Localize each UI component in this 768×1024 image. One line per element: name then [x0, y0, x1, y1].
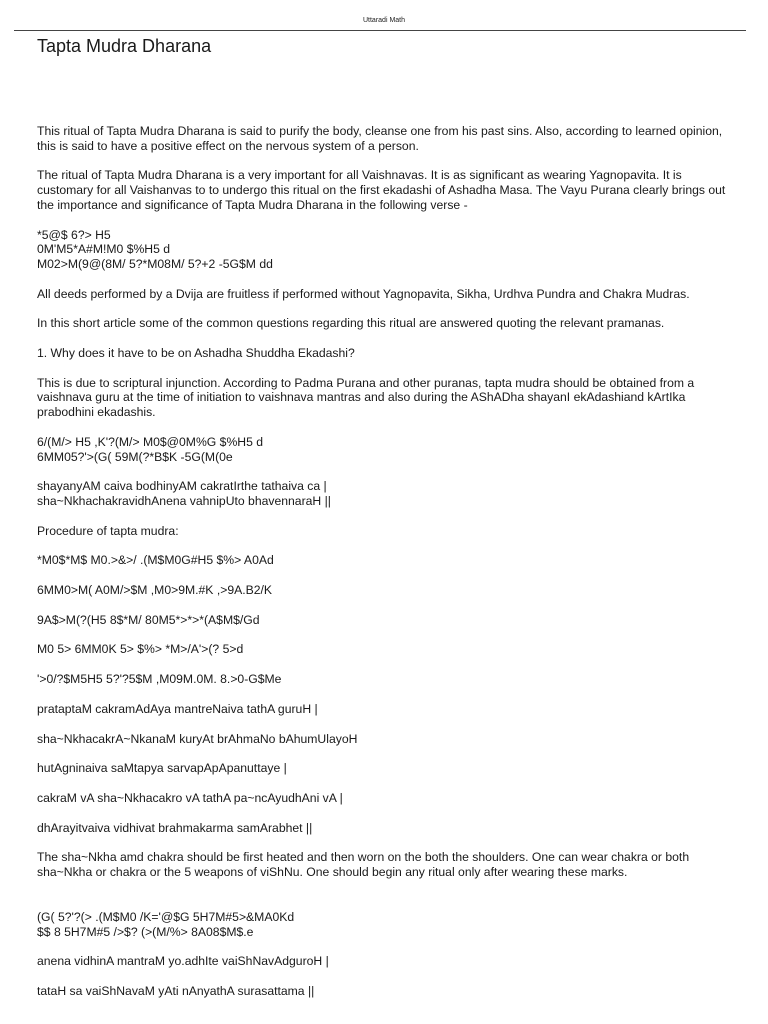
verse-line: 9A$>M(?(H5 8$*M/ 80M5*>*>*(A$M$/Gd [37, 612, 260, 627]
paragraph: In this short article some of the common questions regarding this ritual are answered quoting the relevant pramanas. [37, 316, 665, 331]
verse-block: *5@$ 6?> H5 0M'M5*A#M!M0 $%H5 d M02>M(9@(8M/ 5?*M08M/ 5?+2 -5G$M dd [37, 227, 273, 271]
paragraph: This ritual of Tapta Mudra Dharana is said to purify the body, cleanse one from his past sins. Also, according to learned opinion, this is said to have a positive effect on the nervous system of a person. [37, 124, 723, 153]
paragraph: This is due to scriptural injunction. According to Padma Purana and other puranas, tapta mudra should be obtained from a vaishnava guru at the time of initiation to vaishnava mantras and also during the AShADha shayanI ekAdashiand kArtIka prabodhini ekadashis. [37, 375, 695, 420]
verse-block: 6/(M/> H5 ,K'?(M/> M0$@0M%G $%H5 d 6MM05?'>(G( 59M(?*B$K -5G(M(0e [37, 434, 264, 464]
document-body [37, 124, 737, 1014]
verse-transliteration: anena vidhinA mantraM yo.adhIte vaiShNavAdguroH | [37, 954, 329, 969]
verse-transliteration: shayanyAM caiva bodhinyAM cakratIrthe tathaiva ca | sha~NkhachakravidhAnena vahnipUto bhavennaraH || [37, 479, 331, 508]
verse-line: *M0$*M$ M0.>&>/ .(M$M0G#H5 $%> A0Ad [37, 553, 274, 568]
verse-line: 6MM0>M( A0M/>$M ,M0>9M.#K ,>9A.B2/K [37, 583, 273, 598]
verse-transliteration: sha~NkhacakrA~NkanaM kuryAt brAhmaNo bAhumUlayoH [37, 731, 358, 746]
section-heading: Procedure of tapta mudra: [37, 523, 179, 538]
verse-transliteration: tataH sa vaiShNavaM yAti nAnyathA surasattama || [37, 983, 315, 998]
question-heading: 1. Why does it have to be on Ashadha Shuddha Ekadashi? [37, 346, 355, 361]
verse-block: (G( 5?'?(> .(M$M0 /K='@$G 5H7M#5>&MA0Kd $$ 8 5H7M#5 />$? (>(M/%> 8A08$M$.e [37, 909, 295, 939]
verse-transliteration: hutAgninaiva saMtapya sarvapApApanuttaye | [37, 761, 287, 776]
verse-transliteration: prataptaM cakramAdAya mantreNaiva tathA guruH | [37, 701, 318, 716]
verse-transliteration: dhArayitvaiva vidhivat brahmakarma samArabhet || [37, 820, 313, 835]
paragraph: The sha~Nkha amd chakra should be first heated and then worn on the both the shoulders. One can wear chakra or both sha~Nkha or chakra or the 5 weapons of viShNu. One should begin any ritual only after wearing these marks. [37, 850, 690, 880]
paragraph: The ritual of Tapta Mudra Dharana is a very important for all Vaishnavas. It is as significant as wearing Yagnopavita. It is customary for all Vaishanvas to to undergo this ritual on the first ekadashi of Ashadha Masa. The Vayu Purana clearly brings out the importance and significance of Tapta Mudra Dharana in the following verse - [37, 168, 726, 212]
header-divider [14, 30, 746, 31]
verse-line: '>0/?$M5H5 5?'?5$M ,M09M.0M. 8.>0-G$Me [37, 672, 282, 687]
verse-line: M0 5> 6MM0K 5> $%> *M>/A'>(? 5>d [37, 642, 244, 657]
page-title: Tapta Mudra Dharana [37, 36, 212, 56]
verse-transliteration: cakraM vA sha~Nkhacakro vA tathA pa~ncAyudhAni vA | [37, 790, 343, 805]
running-header: Uttaradi Math [362, 17, 406, 24]
paragraph: All deeds performed by a Dvija are fruitless if performed without Yagnopavita, Sikha, Urdhva Pundra and Chakra Mudras. [37, 286, 690, 301]
